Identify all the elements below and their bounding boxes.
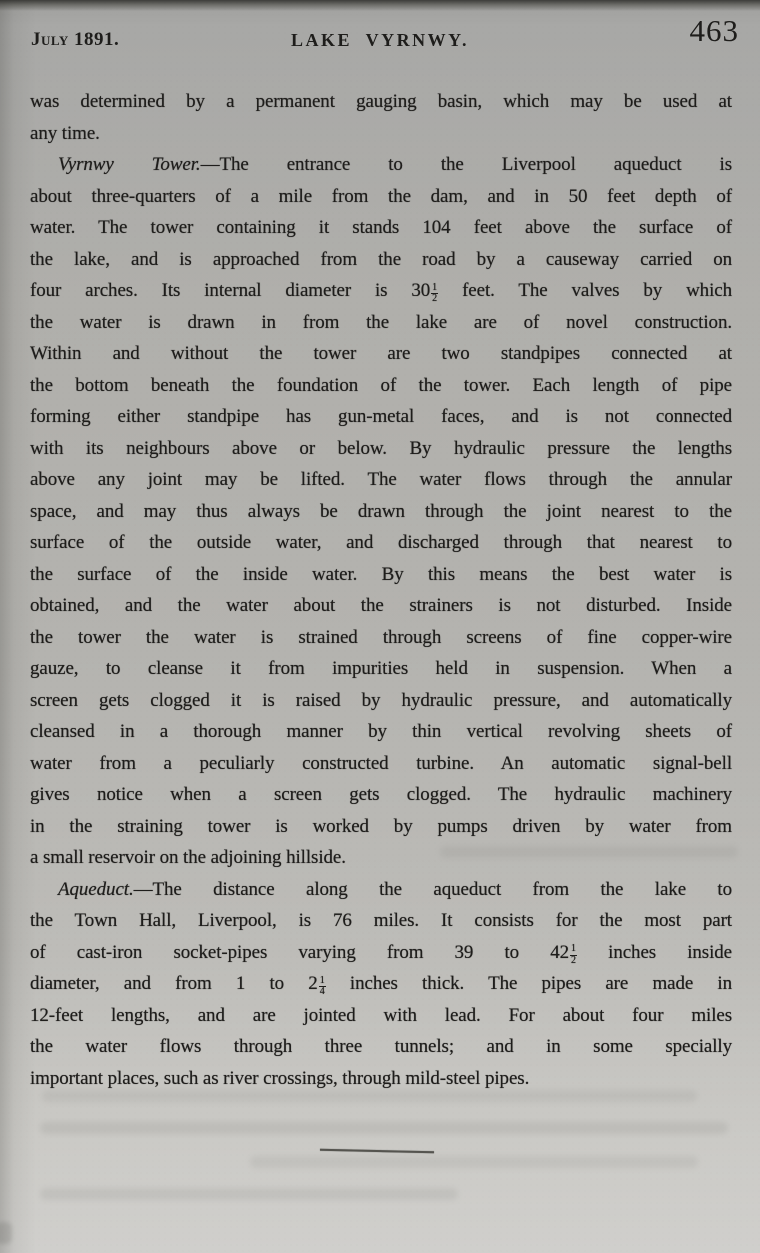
paragraph <box>30 86 732 149</box>
text-line: cleansed in a thorough manner by thin vertical revolving sheets of <box>30 721 732 742</box>
text-line: the lake, and is approached from the road by a causeway carried on <box>30 248 732 270</box>
scan-edge-shadow <box>0 0 760 11</box>
text-line: 12-feet lengths, and are jointed with lead. For about four miles <box>30 1004 732 1026</box>
text-line: about three-quarters of a mile from the dam, and in 50 feet depth of <box>30 185 732 207</box>
text-line: water from a peculiarly constructed turbine. An automatic signal-bell <box>30 752 732 774</box>
stacked-fraction: $\frac{1}{2}$ <box>571 943 576 966</box>
text-line: space, and may thus always be drawn through the joint nearest to the <box>30 500 732 522</box>
edge-smudge <box>0 1222 12 1244</box>
stacked-fraction: $\frac{1}{4}$ <box>319 974 325 997</box>
text-line: gives notice when a screen gets clogged. The hydraulic machinery <box>30 784 732 805</box>
italic-lead: Aqueduct. <box>58 878 134 900</box>
text-line: of cast-iron socket-pipes varying from 39 to 42 $\frac{1}{2}$ inches inside <box>30 941 732 966</box>
running-head-title: LAKE VYRNWY. <box>290 30 470 50</box>
text-line: the water is drawn in from the lake are of novel construction. <box>30 311 732 333</box>
text-line: Aqueduct.—The distance along the aqueduct from the lake to <box>58 878 732 900</box>
section-divider-rule <box>320 1149 434 1153</box>
text-line: four arches. Its internal diameter is 30 $\frac{1}{2}$ feet. The valves by which <box>30 280 732 304</box>
text-line: Within and without the tower are two standpipes connected at <box>30 343 732 364</box>
text-line: any time. <box>30 122 100 144</box>
text-line: gauze, to cleanse it from impurities held in suspension. When a <box>30 658 732 679</box>
text-line: forming either standpipe has gun-metal faces, and is not connected <box>30 406 732 427</box>
text-line: with its neighbours above or below. By hydraulic pressure the lengths <box>30 437 732 459</box>
text-line: surface of the outside water, and discharged through that nearest to <box>30 532 732 553</box>
text-line: in the straining tower is worked by pumps driven by water from <box>30 815 732 837</box>
text-line: Vyrnwy Tower.—The entrance to the Liverpool aqueduct is <box>58 154 732 175</box>
text-line: obtained, and the water about the strainers is not disturbed. Inside <box>30 595 732 616</box>
running-head-date: July 1891. <box>31 29 120 50</box>
text-line: the surface of the inside water. By this means the best water is <box>30 563 732 585</box>
italic-lead: Vyrnwy Tower. <box>58 154 201 175</box>
text-line: was determined by a permanent gauging basin, which may be used at <box>30 91 732 112</box>
text-line: the tower the water is strained through screens of fine copper-wire <box>30 626 732 648</box>
text-line: above any joint may be lifted. The water flows through the annular <box>30 469 732 490</box>
show-through-text <box>40 1122 728 1134</box>
text-line: water. The tower containing it stands 104 feet above the surface of <box>30 217 732 238</box>
text-line: the water flows through three tunnels; and in some specially <box>30 1036 732 1057</box>
text-line: diameter, and from 1 to 2 $\frac{1}{4}$ inches thick. The pipes are made in <box>30 973 732 997</box>
show-through-text <box>250 1156 698 1168</box>
text-line: the bottom beneath the foundation of the tower. Each length of pipe <box>30 374 732 396</box>
text-line: the Town Hall, Liverpool, is 76 miles. It consists for the most part <box>30 910 732 931</box>
body-text <box>30 86 732 1094</box>
paragraph <box>30 874 732 1095</box>
show-through-text <box>40 1188 458 1200</box>
paragraph <box>30 149 732 874</box>
text-line: a small reservoir on the adjoining hillside. <box>30 847 346 868</box>
text-line: important places, such as river crossings, through mild-steel pipes. <box>30 1067 530 1089</box>
page-number: 463 <box>689 13 739 48</box>
text-line: screen gets clogged it is raised by hydraulic pressure, and automatically <box>30 689 732 711</box>
stacked-fraction: $\frac{1}{2}$ <box>432 281 438 304</box>
